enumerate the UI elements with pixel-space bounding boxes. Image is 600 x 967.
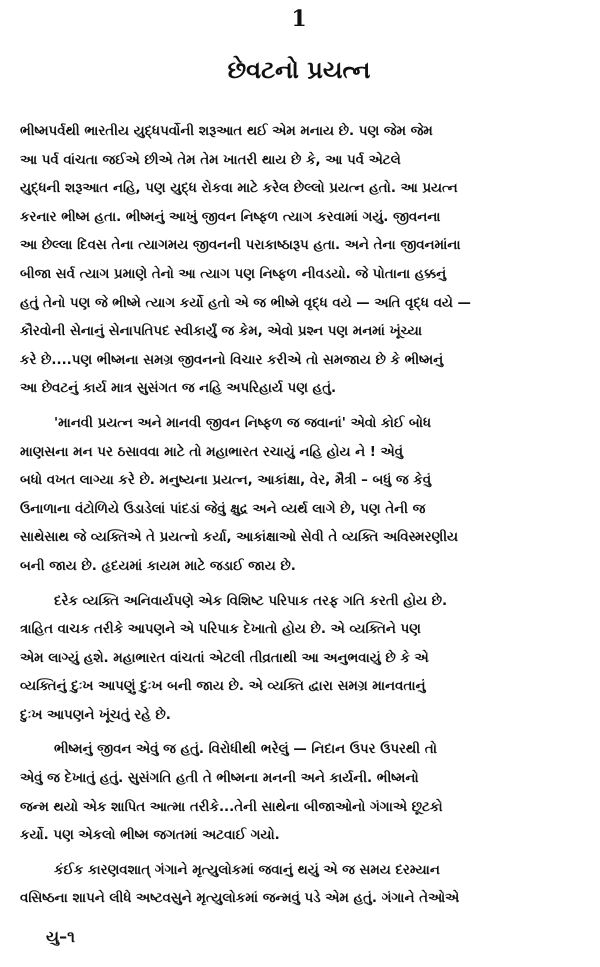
text-line: ત્રાહિત વાચક તરીકે આપણને એ પરિપાક દેખાતો હોય છે. એ વ્યક્તિને પણ: [20, 622, 421, 638]
paragraph-2: [20, 410, 578, 582]
text-line: કરે છે....પણ ભીષ્મના સમગ્ર જીવનનો વિચાર કરીએ તો સમજાય છે કે ભીષ્મનું: [20, 352, 444, 368]
text-line: ઉનાળાના વંટોળિયે ઉડાડેલાં પાંદડાં જેવું ક્ષુદ્ર અને વ્યર્થ લાગે છે, પણ તેની જ: [20, 501, 426, 517]
text-line: વ્યક્તિનું દુઃખ આપણું દુઃખ બની જાય છે. એ વ્યક્તિ દ્વારા સમગ્ર માનવતાનું: [20, 679, 426, 695]
body-text: [20, 118, 578, 914]
text-line: હતું તેનો પણ જે ભીષ્મે ત્યાગ કર્યો હતો એ જ ભીષ્મે વૃદ્ધ વયે — અતિ વૃદ્ધ વયે —: [20, 295, 471, 311]
text-line: 'માનવી પ્રયત્ન અને માનવી જીવન નિષ્ફળ જ જવાનાં' એવો કોઈ બોધ: [54, 415, 431, 431]
text-line: એમ લાગ્યું હશે. મહાભારત વાંચતાં એટલી તીવ્રતાથી આ અનુભવાયું છે કે એ: [20, 650, 429, 666]
text-line: કરનાર ભીષ્મ હતા. ભીષ્મનું આખું જીવન નિષ્ફળ ત્યાગ કરવામાં ગયું. જીવનના: [20, 209, 441, 225]
text-line: કૌરવોની સેનાનું સેનાપતિપદ સ્વીકાર્યું જ કેમ, એવો પ્રશ્ન પણ મનમાં ખૂંચ્યા: [20, 324, 423, 340]
paragraph-1: [20, 118, 578, 404]
text-line: ભીષ્મનું જીવન એવું જ હતું. વિરોધીથી ભરેલું — નિદાન ઉપર ઉપરથી તો: [54, 742, 437, 758]
text-line: વસિષ્ઠના શાપને લીધે અષ્ટવસુને મૃત્યુલોકમાં જન્મવું પડે એમ હતું. ગંગાને તેઓએ: [20, 891, 460, 907]
text-line: બધો વખત લાગ્યા કરે છે. મનુષ્યના પ્રયત્ન, આકાંક્ષા, વેર, મૈત્રી – બધું જ કેવું: [20, 473, 432, 489]
text-line: દરેક વ્યક્તિ અનિવાર્યપણે એક વિશિષ્ટ પરિપાક તરફ ગતિ કરતી હોય છે.: [54, 593, 448, 609]
text-line: જન્મ થયો એક શાપિત આત્મા તરીકે...તેની સાથેના બીજાઓનો ગંગાએ છૂટકો: [20, 799, 443, 815]
text-line: કર્યો. પણ એકલો ભીષ્મ જગતમાં અટવાઈ ગયો.: [20, 828, 280, 844]
page-signature-mark: યુ–૧: [46, 927, 75, 946]
text-line: બીજા સર્વ ત્યાગ પ્રમાણે તેનો આ ત્યાગ પણ નિષ્ફળ નીવડયો. જે પોતાના હક્કનું: [20, 266, 447, 282]
text-line: માણસના મન પર ઠસાવવા માટે તો મહાભારત રચાયું નહિ હોય ને ! એવું: [20, 444, 403, 460]
text-line: દુઃખ આપણને ખૂંચતું રહે છે.: [20, 707, 171, 723]
text-line: આ છેવટનું કાર્ય માત્ર સુસંગત જ નહિ અપરિહાર્ય પણ હતું.: [20, 381, 337, 397]
text-line: એવું જ દેખાતું હતું. સુસંગતિ હતી તે ભીષ્મના મનની અને કાર્યની. ભીષ્મનો: [20, 771, 419, 787]
text-line: સાથેસાથ જે વ્યક્તિએ તે પ્રયત્નો કર્યા, આકાંક્ષાઓ સેવી તે વ્યક્તિ અવિસ્મરણીય: [20, 530, 459, 546]
chapter-number: 1: [291, 6, 307, 32]
chapter-title: છેવટનો પ્રયત્ન: [227, 56, 371, 84]
paragraph-4: [20, 736, 578, 850]
text-line: આ પર્વ વાંચતા જઈએ છીએ તેમ તેમ ખાતરી થાય છે કે, આ પર્વ એટલે: [20, 152, 401, 168]
text-line: ભીષ્મપર્વથી ભારતીય યુદ્ધપર્વોની શરૂઆત થઈ એમ મનાય છે. પણ જેમ જેમ: [20, 124, 433, 139]
text-line: બની જાય છે. હૃદયમાં કાયમ માટે જડાઈ જાય છે.: [20, 558, 296, 574]
text-line: કંઈક કારણવશાત્ ગંગાને મૃત્યુલોકમાં જવાનું થયું એ જ સમય દરમ્યાન: [54, 862, 440, 878]
paragraph-5: [20, 857, 578, 914]
text-line: યુદ્ધની શરૂઆત નહિ, પણ યુદ્ધ રોકવા માટે કરેલ છેલ્લો પ્રયત્ન હતો. આ પ્રયત્ન: [20, 181, 458, 197]
paragraph-3: [20, 588, 578, 731]
text-line: આ છેલ્લા દિવસ તેના ત્યાગમય જીવનની પરાકાષ્ઠારૂપ હતા. અને તેના જીવનમાંના: [20, 238, 461, 254]
